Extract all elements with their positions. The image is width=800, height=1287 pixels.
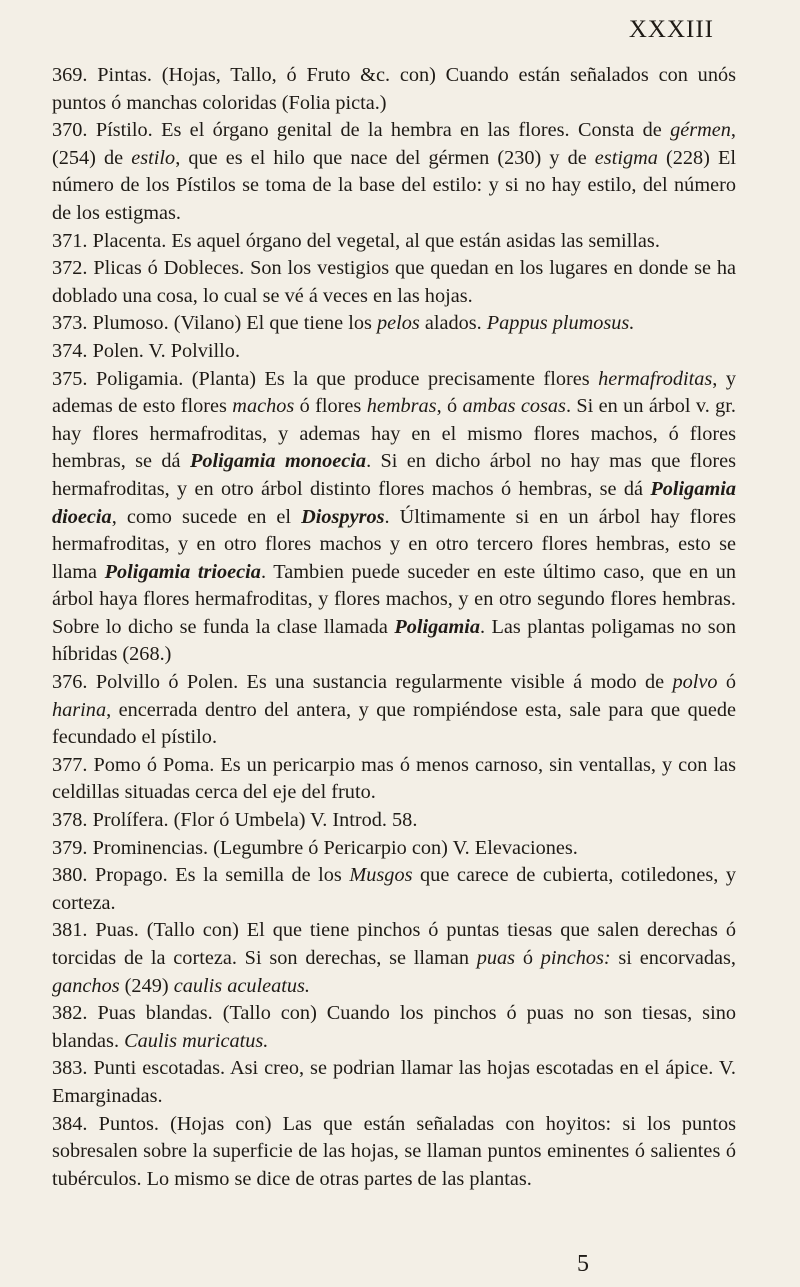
entry-emphasis: polvo [672,671,718,694]
entry-emphasis: gérmen [670,119,731,142]
entry-text: . Últimamente si en un árbol hay flores hermafroditas, y en otro flores machos y en otro tercero flores hembras, esto se llama [52,505,736,583]
entry-emphasis: puas [476,947,516,969]
entry-emphasis: harina [52,698,107,721]
entry-text: , (254) de [52,119,736,169]
glossary-entry [52,255,736,310]
entry-emphasis: Poligamia trioecia [104,560,261,583]
entry-emphasis: hermafroditas [598,367,713,390]
signature-mark: 5 [577,1251,589,1277]
entry-text: que carece de cubierta, cotiledones, y corteza. [52,864,736,914]
entry-text: 374. Polen. V. Polvillo. [52,339,241,362]
entry-text: . Si en dicho árbol no hay mas que flores hermafroditas, y en otro árbol distinto flores machos ó hembras, se dá [52,450,736,500]
entry-emphasis: Poligamia [394,615,480,638]
glossary-entry [52,366,736,670]
glossary-text [52,62,736,1193]
entry-text: ó flores [294,395,367,418]
entry-emphasis: Pappus plumosus. [486,312,635,335]
entry-text: 381. Puas. (Tallo con) El que tiene pinchos ó puntas tiesas que salen derechas ó torcidas de la corteza. Si son derechas, se llaman [52,919,736,969]
entry-emphasis: Poligamia monoecia [189,450,367,473]
entry-text: . Las plantas poligamas no son híbridas (268.) [52,615,736,666]
glossary-entry [52,835,736,863]
glossary-entry [52,1111,736,1194]
entry-text: , ó [436,395,463,418]
entry-text: 372. Plicas ó Dobleces. Son los vestigios que quedan en los lugares en donde se ha doblado una cosa, lo cual se vé á veces en las hojas. [52,257,736,307]
glossary-entry [52,228,736,256]
entry-text: 375. Poligamia. (Planta) Es la que produce precisamente flores [52,367,599,390]
entry-text: 371. Placenta. Es aquel órgano del vegetal, al que están asidas las semillas. [52,229,660,252]
entry-emphasis: caulis aculeatus. [173,974,311,997]
entry-text: (228) El número de los Pístilos se toma de la base del estilo: y si no hay estilo, del número de los estigmas. [52,146,736,224]
entry-emphasis: estigma [594,146,658,169]
entry-emphasis: machos [232,395,295,418]
glossary-entry [52,117,736,227]
entry-text: ó [515,947,541,969]
entry-text: 384. Puntos. (Hojas con) Las que están señaladas con hoyitos: si los puntos sobresalen sobre la superficie de las hojas, se llaman puntos eminentes ó salientes ó tubérculos. Lo mismo se dice de otras partes de las plantas. [52,1112,736,1190]
entry-text: ó [717,671,736,694]
glossary-entry [52,862,736,917]
entry-text: 376. Polvillo ó Polen. Es una sustancia regularmente visible á modo de [52,671,673,694]
entry-emphasis: ganchos [52,974,120,997]
glossary-entry [52,1055,736,1110]
entry-text: 378. Prolífera. (Flor ó Umbela) V. Introd. 58. [52,809,418,832]
entry-text: 369. Pintas. (Hojas, Tallo, ó Fruto &c. con) Cuando están señalados con unós puntos ó manchas coloridas (Folia picta.) [52,64,736,114]
entry-text: , que es el hilo que nace del gérmen (230) y de [175,146,595,169]
entry-text: 383. Punti escotadas. Asi creo, se podrian llamar las hojas escotadas en el ápice. V. Emarginadas. [52,1057,736,1107]
entry-emphasis: Diospyros [301,505,385,528]
glossary-entry [52,752,736,807]
entry-text: , como sucede en el [111,505,302,528]
entry-text: 370. Pístilo. Es el órgano genital de la hembra en las flores. Consta de [52,119,671,142]
glossary-entry [52,917,736,1000]
entry-emphasis: ambas cosas [462,395,566,418]
entry-text: (249) [119,974,174,997]
entry-text: 382. Puas blandas. (Tallo con) Cuando los pinchos ó puas no son tiesas, sino blandas. [52,1002,736,1052]
entry-emphasis: Caulis muricatus. [124,1029,269,1052]
glossary-entry [52,669,736,752]
entry-emphasis: Poligamia dioecia [52,477,736,528]
entry-emphasis: Musgos [349,864,413,887]
entry-text: 373. Plumoso. (Vilano) El que tiene los [52,312,377,335]
page-number: XXXIII [628,16,714,43]
entry-text: si encorvadas, [610,947,737,969]
entry-text: , y ademas de esto flores [52,367,736,418]
entry-emphasis: estilo [131,146,176,169]
glossary-entry [52,1000,736,1055]
glossary-entry [52,807,736,835]
entry-text: alados. [419,312,487,335]
entry-emphasis: hembras [366,395,437,418]
entry-emphasis: pinchos: [540,947,611,969]
glossary-entry [52,338,736,366]
glossary-entry [52,310,736,338]
entry-text: 380. Propago. Es la semilla de los [52,864,350,887]
entry-text: . Tambien puede suceder en este último caso, que en un árbol haya flores hermafroditas, y flores machos, y en otro segundo flores hembras. Sobre lo dicho se funda la clase llamada [52,560,736,638]
entry-text: , encerrada dentro del antera, y que rompiéndose esta, sale para que quede fecundado el pístilo. [52,698,736,749]
glossary-entry [52,62,736,117]
entry-text: 377. Pomo ó Poma. Es un pericarpio mas ó menos carnoso, sin ventallas, y con las celdillas situadas cerca del eje del fruto. [52,753,736,804]
entry-emphasis: pelos [376,312,420,335]
entry-text: . Si en un árbol v. gr. hay flores hermafroditas, y ademas hay en el mismo flores machos, ó flores hembras, se dá [52,395,736,473]
entry-text: 379. Prominencias. (Legumbre ó Pericarpio con) V. Elevaciones. [52,836,578,859]
